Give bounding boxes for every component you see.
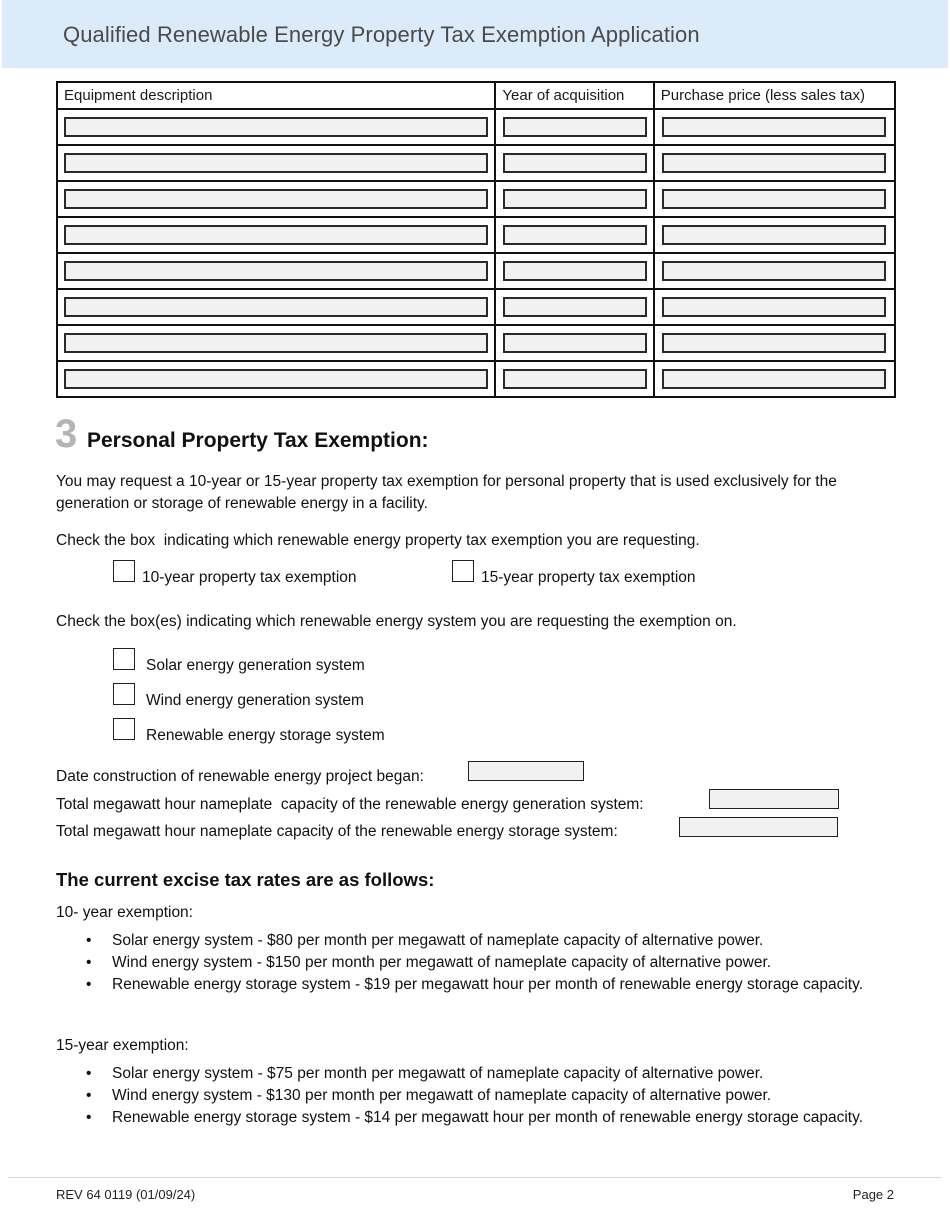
- purchase-price-input[interactable]: [662, 297, 886, 317]
- footer-divider: [8, 1177, 942, 1178]
- checkbox-storage[interactable]: [113, 718, 135, 740]
- storage-capacity-field[interactable]: [679, 817, 838, 837]
- purchase-price-input[interactable]: [662, 261, 886, 281]
- table-cell: [654, 361, 895, 397]
- list-item: • Solar energy system - $80 per month per megawatt of nameplate capacity of alternative power.: [86, 932, 764, 949]
- table-header-row: [57, 82, 895, 109]
- rates-heading: The current excise tax rates are as follows:: [56, 869, 435, 890]
- equipment-description-input[interactable]: [64, 297, 488, 317]
- system-wind-label: Wind energy generation system: [146, 692, 364, 709]
- fifteen-year-label: 15-year exemption:: [56, 1037, 189, 1054]
- storage-capacity-label: Total megawatt hour nameplate capacity of the renewable energy storage system:: [56, 823, 618, 840]
- equipment-table: [56, 81, 896, 398]
- table-cell: [495, 325, 653, 361]
- purchase-price-input[interactable]: [662, 333, 886, 353]
- table-cell: [654, 181, 895, 217]
- column-header-description: Equipment description: [57, 82, 495, 109]
- checkbox-wind[interactable]: [113, 683, 135, 705]
- table-row: [57, 325, 895, 361]
- form-id: REV 64 0119 (01/09/24): [56, 1187, 196, 1202]
- year-of-acquisition-input[interactable]: [503, 117, 647, 137]
- table-row: [57, 289, 895, 325]
- table-row: [57, 109, 895, 145]
- table-cell: [654, 145, 895, 181]
- table-row: [57, 361, 895, 397]
- table-cell: [495, 217, 653, 253]
- equipment-description-input[interactable]: [64, 189, 488, 209]
- checkbox-solar[interactable]: [113, 648, 135, 670]
- column-header-price: Purchase price (less sales tax): [654, 82, 895, 109]
- year-of-acquisition-input[interactable]: [503, 333, 647, 353]
- table-cell: [57, 109, 495, 145]
- section-title: Personal Property Tax Exemption:: [87, 429, 429, 452]
- year-of-acquisition-input[interactable]: [503, 225, 647, 245]
- equipment-description-input[interactable]: [64, 333, 488, 353]
- checkbox-15-year[interactable]: [452, 560, 474, 582]
- system-solar-label: Solar energy generation system: [146, 657, 365, 674]
- table-cell: [57, 325, 495, 361]
- year-of-acquisition-input[interactable]: [503, 369, 647, 389]
- checkbox-10-year[interactable]: [113, 560, 135, 582]
- year-of-acquisition-input[interactable]: [503, 189, 647, 209]
- system-storage-label: Renewable energy storage system: [146, 727, 385, 744]
- purchase-price-input[interactable]: [662, 153, 886, 173]
- equipment-description-input[interactable]: [64, 369, 488, 389]
- table-row: [57, 181, 895, 217]
- section-intro: You may request a 10-year or 15-year property tax exemption for personal property that is used exclusively for the generation or storage of renewable energy in a facility.: [56, 473, 837, 512]
- table-cell: [495, 109, 653, 145]
- table-row: [57, 217, 895, 253]
- exemption-prompt: Check the box indicating which renewable energy property tax exemption you are requesting.: [56, 532, 700, 549]
- purchase-price-input[interactable]: [662, 117, 886, 137]
- year-of-acquisition-input[interactable]: [503, 261, 647, 281]
- table-cell: [495, 145, 653, 181]
- list-item: • Solar energy system - $75 per month per megawatt of nameplate capacity of alternative power.: [86, 1065, 764, 1082]
- date-field[interactable]: [468, 761, 584, 781]
- table-cell: [57, 253, 495, 289]
- option-10-year-label: 10-year property tax exemption: [142, 569, 357, 586]
- purchase-price-input[interactable]: [662, 369, 886, 389]
- gen-capacity-label: Total megawatt hour nameplate capacity of the renewable energy generation system:: [56, 796, 644, 813]
- table-cell: [654, 217, 895, 253]
- table-cell: [57, 145, 495, 181]
- ten-year-label: 10- year exemption:: [56, 904, 193, 921]
- table-cell: [495, 253, 653, 289]
- list-item: • Renewable energy storage system - $14 per megawatt hour per month of renewable energy storage capacity.: [86, 1109, 864, 1126]
- year-of-acquisition-input[interactable]: [503, 153, 647, 173]
- equipment-description-input[interactable]: [64, 261, 488, 281]
- equipment-description-input[interactable]: [64, 117, 488, 137]
- system-prompt: Check the box(es) indicating which renewable energy system you are requesting the exemption on.: [56, 613, 737, 630]
- table-cell: [654, 325, 895, 361]
- list-item: • Wind energy system - $130 per month per megawatt of nameplate capacity of alternative power.: [86, 1087, 772, 1104]
- section-number: 3: [55, 412, 78, 456]
- fifteen-year-rates-list: [56, 1063, 876, 1129]
- gen-capacity-field[interactable]: [709, 789, 839, 809]
- table-cell: [495, 181, 653, 217]
- table-cell: [495, 361, 653, 397]
- table-cell: [57, 289, 495, 325]
- page-title: Qualified Renewable Energy Property Tax Exemption Application: [63, 22, 700, 47]
- purchase-price-input[interactable]: [662, 225, 886, 245]
- ten-year-rates-list: [56, 930, 876, 996]
- purchase-price-input[interactable]: [662, 189, 886, 209]
- table-cell: [57, 181, 495, 217]
- date-label: Date construction of renewable energy project began:: [56, 768, 424, 785]
- table-cell: [654, 289, 895, 325]
- page-number: Page 2: [852, 1187, 894, 1202]
- table-cell: [495, 289, 653, 325]
- table-row: [57, 253, 895, 289]
- list-item: • Renewable energy storage system - $19 per megawatt hour per month of renewable energy storage capacity.: [86, 976, 864, 993]
- equipment-description-input[interactable]: [64, 153, 488, 173]
- table-cell: [654, 253, 895, 289]
- table-row: [57, 145, 895, 181]
- table-cell: [57, 217, 495, 253]
- table-cell: [654, 109, 895, 145]
- column-header-year: Year of acquisition: [495, 82, 653, 109]
- page-header: [2, 0, 948, 68]
- equipment-description-input[interactable]: [64, 225, 488, 245]
- option-15-year-label: 15-year property tax exemption: [481, 569, 696, 586]
- year-of-acquisition-input[interactable]: [503, 297, 647, 317]
- list-item: • Wind energy system - $150 per month per megawatt of nameplate capacity of alternative power.: [86, 954, 772, 971]
- table-cell: [57, 361, 495, 397]
